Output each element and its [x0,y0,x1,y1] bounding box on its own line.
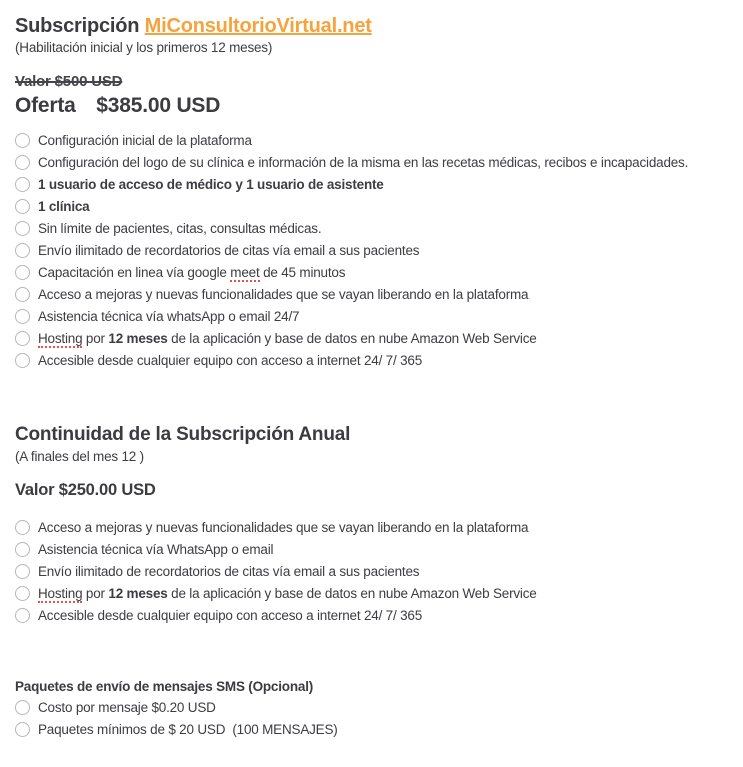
list-item-text: 1 usuario de acceso de médico y 1 usuario de asistente [38,176,384,192]
radio-circle-icon[interactable] [15,309,30,324]
list-item-text: Configuración del logo de su clínica e información de la misma en las recetas médicas, recibos e incapacidades. [38,154,689,170]
radio-circle-icon[interactable] [15,353,30,368]
list-item [15,696,743,718]
offer-label: Oferta [15,94,76,117]
renewal-price: Valor $250.00 USD [15,481,156,499]
radio-circle-icon[interactable] [15,133,30,148]
list-item-text: Hosting por 12 meses de la aplicación y base de datos en nube Amazon Web Service [38,585,537,601]
radio-circle-icon[interactable] [15,155,30,170]
list-item [15,582,743,604]
list-item-text: Envío ilimitado de recordatorios de citas vía email a sus pacientes [38,563,420,579]
site-link[interactable]: MiConsultorioVirtual.net [144,15,372,37]
old-price: Valor $500 USD [15,73,123,90]
radio-circle-icon[interactable] [15,564,30,579]
offer-row [15,93,743,119]
radio-circle-icon[interactable] [15,287,30,302]
list-item-text: 1 clínica [38,198,90,214]
radio-circle-icon[interactable] [15,199,30,214]
list-item [15,349,743,371]
list-item [15,718,743,740]
radio-circle-icon[interactable] [15,586,30,601]
list-item-text: Acceso a mejoras y nuevas funcionalidades que se vayan liberando en la plataforma [38,286,529,302]
renewal-subtitle: (A finales del mes 12 ) [15,449,144,464]
renewal-feature-list [15,516,743,626]
radio-circle-icon[interactable] [15,331,30,346]
list-item-text: Hosting por 12 meses de la aplicación y base de datos en nube Amazon Web Service [38,330,537,346]
radio-circle-icon[interactable] [15,520,30,535]
list-item-text: Asistencia técnica vía whatsApp o email 24/7 [38,308,300,324]
list-item [15,516,743,538]
list-item-text: Envío ilimitado de recordatorios de citas vía email a sus pacientes [38,242,420,258]
list-item-text: Configuración inicial de la plataforma [38,132,252,148]
offer-price: $385.00 USD [96,94,221,117]
radio-circle-icon[interactable] [15,243,30,258]
list-item-text: Acceso a mejoras y nuevas funcionalidades que se vayan liberando en la plataforma [38,519,529,535]
radio-circle-icon[interactable] [15,177,30,192]
list-item-text: Accesible desde cualquier equipo con acceso a internet 24/ 7/ 365 [38,607,423,623]
radio-circle-icon[interactable] [15,700,30,715]
list-item [15,261,743,283]
radio-circle-icon[interactable] [15,221,30,236]
page-title [15,14,743,38]
list-item [15,604,743,626]
list-item-text: Asistencia técnica vía WhatsApp o email [38,541,274,557]
radio-circle-icon[interactable] [15,265,30,280]
initial-feature-list [15,129,743,371]
radio-circle-icon[interactable] [15,542,30,557]
list-item [15,129,743,151]
list-item [15,195,743,217]
list-item-text: Sin límite de pacientes, citas, consultas médicas. [38,220,322,236]
renewal-title: Continuidad de la Subscripción Anual [15,424,351,445]
initial-subtitle: (Habilitación inicial y los primeros 12 meses) [15,40,273,55]
list-item-text: Paquetes mínimos de $ 20 USD (100 MENSAJES) [38,721,338,737]
list-item-text: Capacitación en linea vía google meet de 45 minutos [38,264,346,280]
list-item [15,151,743,173]
radio-circle-icon[interactable] [15,722,30,737]
radio-circle-icon[interactable] [15,608,30,623]
list-item [15,305,743,327]
list-item-text: Accesible desde cualquier equipo con acceso a internet 24/ 7/ 365 [38,352,423,368]
list-item [15,173,743,195]
page-title-text: Subscripción [15,15,140,37]
list-item [15,560,743,582]
sms-title: Paquetes de envío de mensajes SMS (Opcional) [15,679,314,694]
list-item [15,283,743,305]
sms-option-list [15,696,743,740]
list-item [15,327,743,349]
list-item [15,538,743,560]
list-item [15,217,743,239]
list-item-text: Costo por mensaje $0.20 USD [38,699,216,715]
list-item [15,239,743,261]
